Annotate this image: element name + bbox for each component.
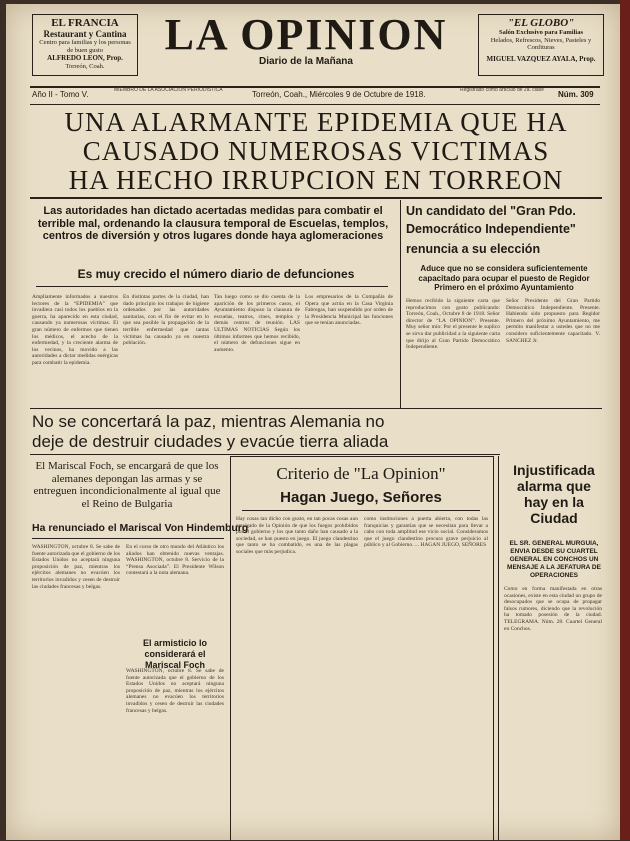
- epidemic-column: Ampliamente informados a nuestros lectores de la “EPIDEMIA” que invadiera casi todos los pueblos en la guerra, ha aparecido en esta ciudad, causando ya numerosas víctimas. El gran número de enfermos que tienen los médicos, el acecho de la enfermedad, y la creciente alarma de los vecinos, ha movido a las autoridades a dictar medidas enérgicas para combatir la epidemia.: [32, 294, 118, 366]
- place-date: Torreón, Coah., Miércoles 9 de Octubre de 1918.: [252, 90, 426, 99]
- issue-number: Año II - Tomo V.: [32, 90, 89, 99]
- epidemic-column: Los empresarios de la Compañía de Opera que actúa en la Casa Virginia Fabregas, han suspendido por orden de la Presidencia Municipal las funciones que se tenían anunciadas.: [305, 294, 393, 327]
- ad-text: Helados, Refrescos, Nieves, Pasteles y Confituras: [490, 36, 592, 51]
- ad-owner: ALFREDO LEON, Prop.: [47, 54, 123, 62]
- alarm-headline: Injustificada alarma que hay en la Ciudad: [513, 462, 595, 526]
- ad-text: Centro para familias y los personas de buen gusto: [39, 39, 131, 54]
- candidate-column: Hemos recibido la siguiente carta que reproducimos con gusto publicando: Torreón, Coah., Octubre 8 de 1918. Señor director de “LA OPINION”. Presente. Muy señor mío: Por el presente le suplico se sirva dar publicidad a la siguiente carta que dirijo al Gran Partido Democrático Independiente.: [406, 298, 500, 351]
- hindenburg-headline: Ha renunciado el Mariscal Von Hindemburg: [32, 522, 249, 534]
- divider: [32, 538, 224, 539]
- edition-number: Núm. 309: [558, 90, 594, 99]
- divider: [36, 286, 388, 287]
- ad-city: Torreón, Coah.: [65, 63, 105, 70]
- alarm-column: Como en forma manifestada en otras ocasiones, existe en esta ciudad un grupo de desocupados que se ocupa de propagar falsos rumores, diciendo que la revolución ha tomado posesión de la ciudad. TELEGRAMA. Núm. 28. Cuartel General en Conchos.: [504, 586, 602, 632]
- epidemic-deck: Las autoridades han dictado acertadas medidas para combatir el terrible mal, ordenando la clausura temporal de Escuelas, templos, centros de diversión y otros lugares donde haya aglomeraciones: [37, 205, 389, 242]
- foch-subheadline: El Mariscal Foch, se encargará de que los alemanes depongan las armas y se entreguen incondicionalmente al igual que el Reino de Bulgaria: [33, 460, 221, 510]
- column-rule: [498, 456, 499, 840]
- divider: [30, 408, 602, 409]
- ad-owner: MIGUEL VAZQUEZ AYALA, Prop.: [486, 54, 596, 63]
- war-column: WASHINGTON, octubre 8. Se sabe de fuente autorizada que el gobierno de los Estados Unidos no aceptará ninguna proposición de paz, mientras los ejércitos alemanes no evacúen los territorios invadidos y cesen de destruir las ciudades francesas y belgas.: [126, 668, 224, 714]
- ad-title: "EL GLOBO": [507, 17, 575, 29]
- banner-headline-line: CAUSADO NUMEROSAS VICTIMAS: [82, 136, 550, 166]
- armistice-headline: El armisticio lo considerará el Mariscal Foch: [142, 638, 208, 670]
- newspaper-page: [6, 4, 620, 840]
- editorial-column: Hay cosas tan dicho con gusto, en tan pocas cosas aun arraigado de la Opinión de que los fuegos prohibidos por el gobierno y los que tanto daño han causado a la sociedad, se han puesto en juego. El juego clandestino que tanto se ha combatido, es una de las plagas sociales que más perjudica.: [236, 516, 358, 555]
- editorial-column: como instituciones a puerta abierta, con todas las franquicias y garantías que se necesitan para llevar a cabo con toda amplitud ese vicio social. Consideramos que el juego clandestino procura grave perjuicio al público y al Gobierno. ... HAGAN JUEGO, SEÑORES: [364, 516, 488, 549]
- alarm-deck: EL SR. GENERAL MURGUIA, ENVIA DESDE SU CUARTEL GENERAL EN CONCHOS UN MENSAJE A LA JEFATURA DE OPERACIONES: [507, 540, 601, 579]
- candidate-deck: Aduce que no se considera suficientemente capacitado para ocupar el puesto de Regidor Primero en el próximo Ayuntamiento: [418, 264, 590, 292]
- epidemic-column: Tan luego como se dio cuenta de la aparición de los primeros casos, el Ayuntamiento dispuso la clausura de escuelas, teatros, cines, templos y demás centros de reunión. LAS ULTIMAS NOTICIAS Según los últimos informes que hemos recibido, el número de defunciones sigue en aumento.: [214, 294, 300, 353]
- candidate-headline-line: Democrático Independiente": [406, 222, 576, 236]
- candidate-column: Señor Presidente del Gran Partido Democrático Independiente. Presente. Habiendo sido propuesto para Regidor Primero del próximo Ayuntamiento, me permito manifestar a ustedes que no me considero suficientemente capacitado. V. SANCHEZ Jr.: [506, 298, 600, 344]
- ad-el-francia: [32, 14, 138, 76]
- divider: [30, 197, 602, 199]
- ad-title: EL FRANCIA: [51, 17, 119, 29]
- masthead: [146, 12, 466, 67]
- divider: [242, 510, 480, 511]
- candidate-headline-line: Un candidato del "Gran Pdo.: [406, 204, 576, 218]
- peace-headline-line: No se concertará la paz, mientras Alemania no: [32, 412, 385, 431]
- candidate-headline-line: renuncia a su elección: [406, 242, 541, 256]
- ad-subtitle: Restaurant y Cantina: [43, 29, 127, 39]
- dateline-fine-print: MIEMBRO DE LA ASOCIACION PERIODISTICA: [114, 87, 223, 93]
- divider: [30, 454, 500, 455]
- dateline: [30, 86, 600, 105]
- editorial-title: Hagan Juego, Señores: [280, 489, 442, 506]
- epidemic-column: En distintas partes de la ciudad, han dado principio los trabajos de higiene ordenados por las autoridades sanitarias, con el fin de evitar en lo que sea posible la propagación de la terrible enfermedad que tantas víctimas ha causado ya en nuestra población.: [123, 294, 209, 347]
- editorial-kicker: Criterio de "La Opinion": [276, 464, 446, 483]
- newspaper-subtitle: Diario de la Mañana: [259, 56, 353, 67]
- banner-headline-line: UNA ALARMANTE EPIDEMIA QUE HA: [64, 107, 568, 137]
- war-column: WASHINGTON, octubre 8. Se sabe de fuente autorizada que el gobierno de los Estados Unidos no aceptará ninguna proposición de paz, mientras los ejércitos alemanes no evacúen los territorios invadidos y cesen de destruir las ciudades francesas y belgas.: [32, 544, 120, 590]
- dateline-fine-print: Registrado como artículo de 2a. clase: [460, 87, 544, 93]
- column-rule: [400, 200, 401, 408]
- ad-subtitle: Salón Exclusivo para Familias: [499, 29, 583, 36]
- ad-el-globo: [478, 14, 604, 76]
- banner-headline-line: HA HECHO IRRUPCION EN TORREON: [68, 165, 564, 195]
- newspaper-name: LA OPINION: [164, 10, 448, 59]
- peace-headline-line: deje de destruir ciudades y evacúe tierra aliada: [32, 432, 389, 451]
- epidemic-subhead: Es muy crecido el número diario de defunciones: [77, 267, 355, 281]
- page-edge: [620, 0, 630, 840]
- war-column: En el curso de otro mundo del Atlántico los aliados han obtenido nuevas ventajas. WASHINGTON, octubre 8. Servicio de la “Prensa Asociada”. El Presidente Wilson contestará a la nota alemana.: [126, 544, 224, 577]
